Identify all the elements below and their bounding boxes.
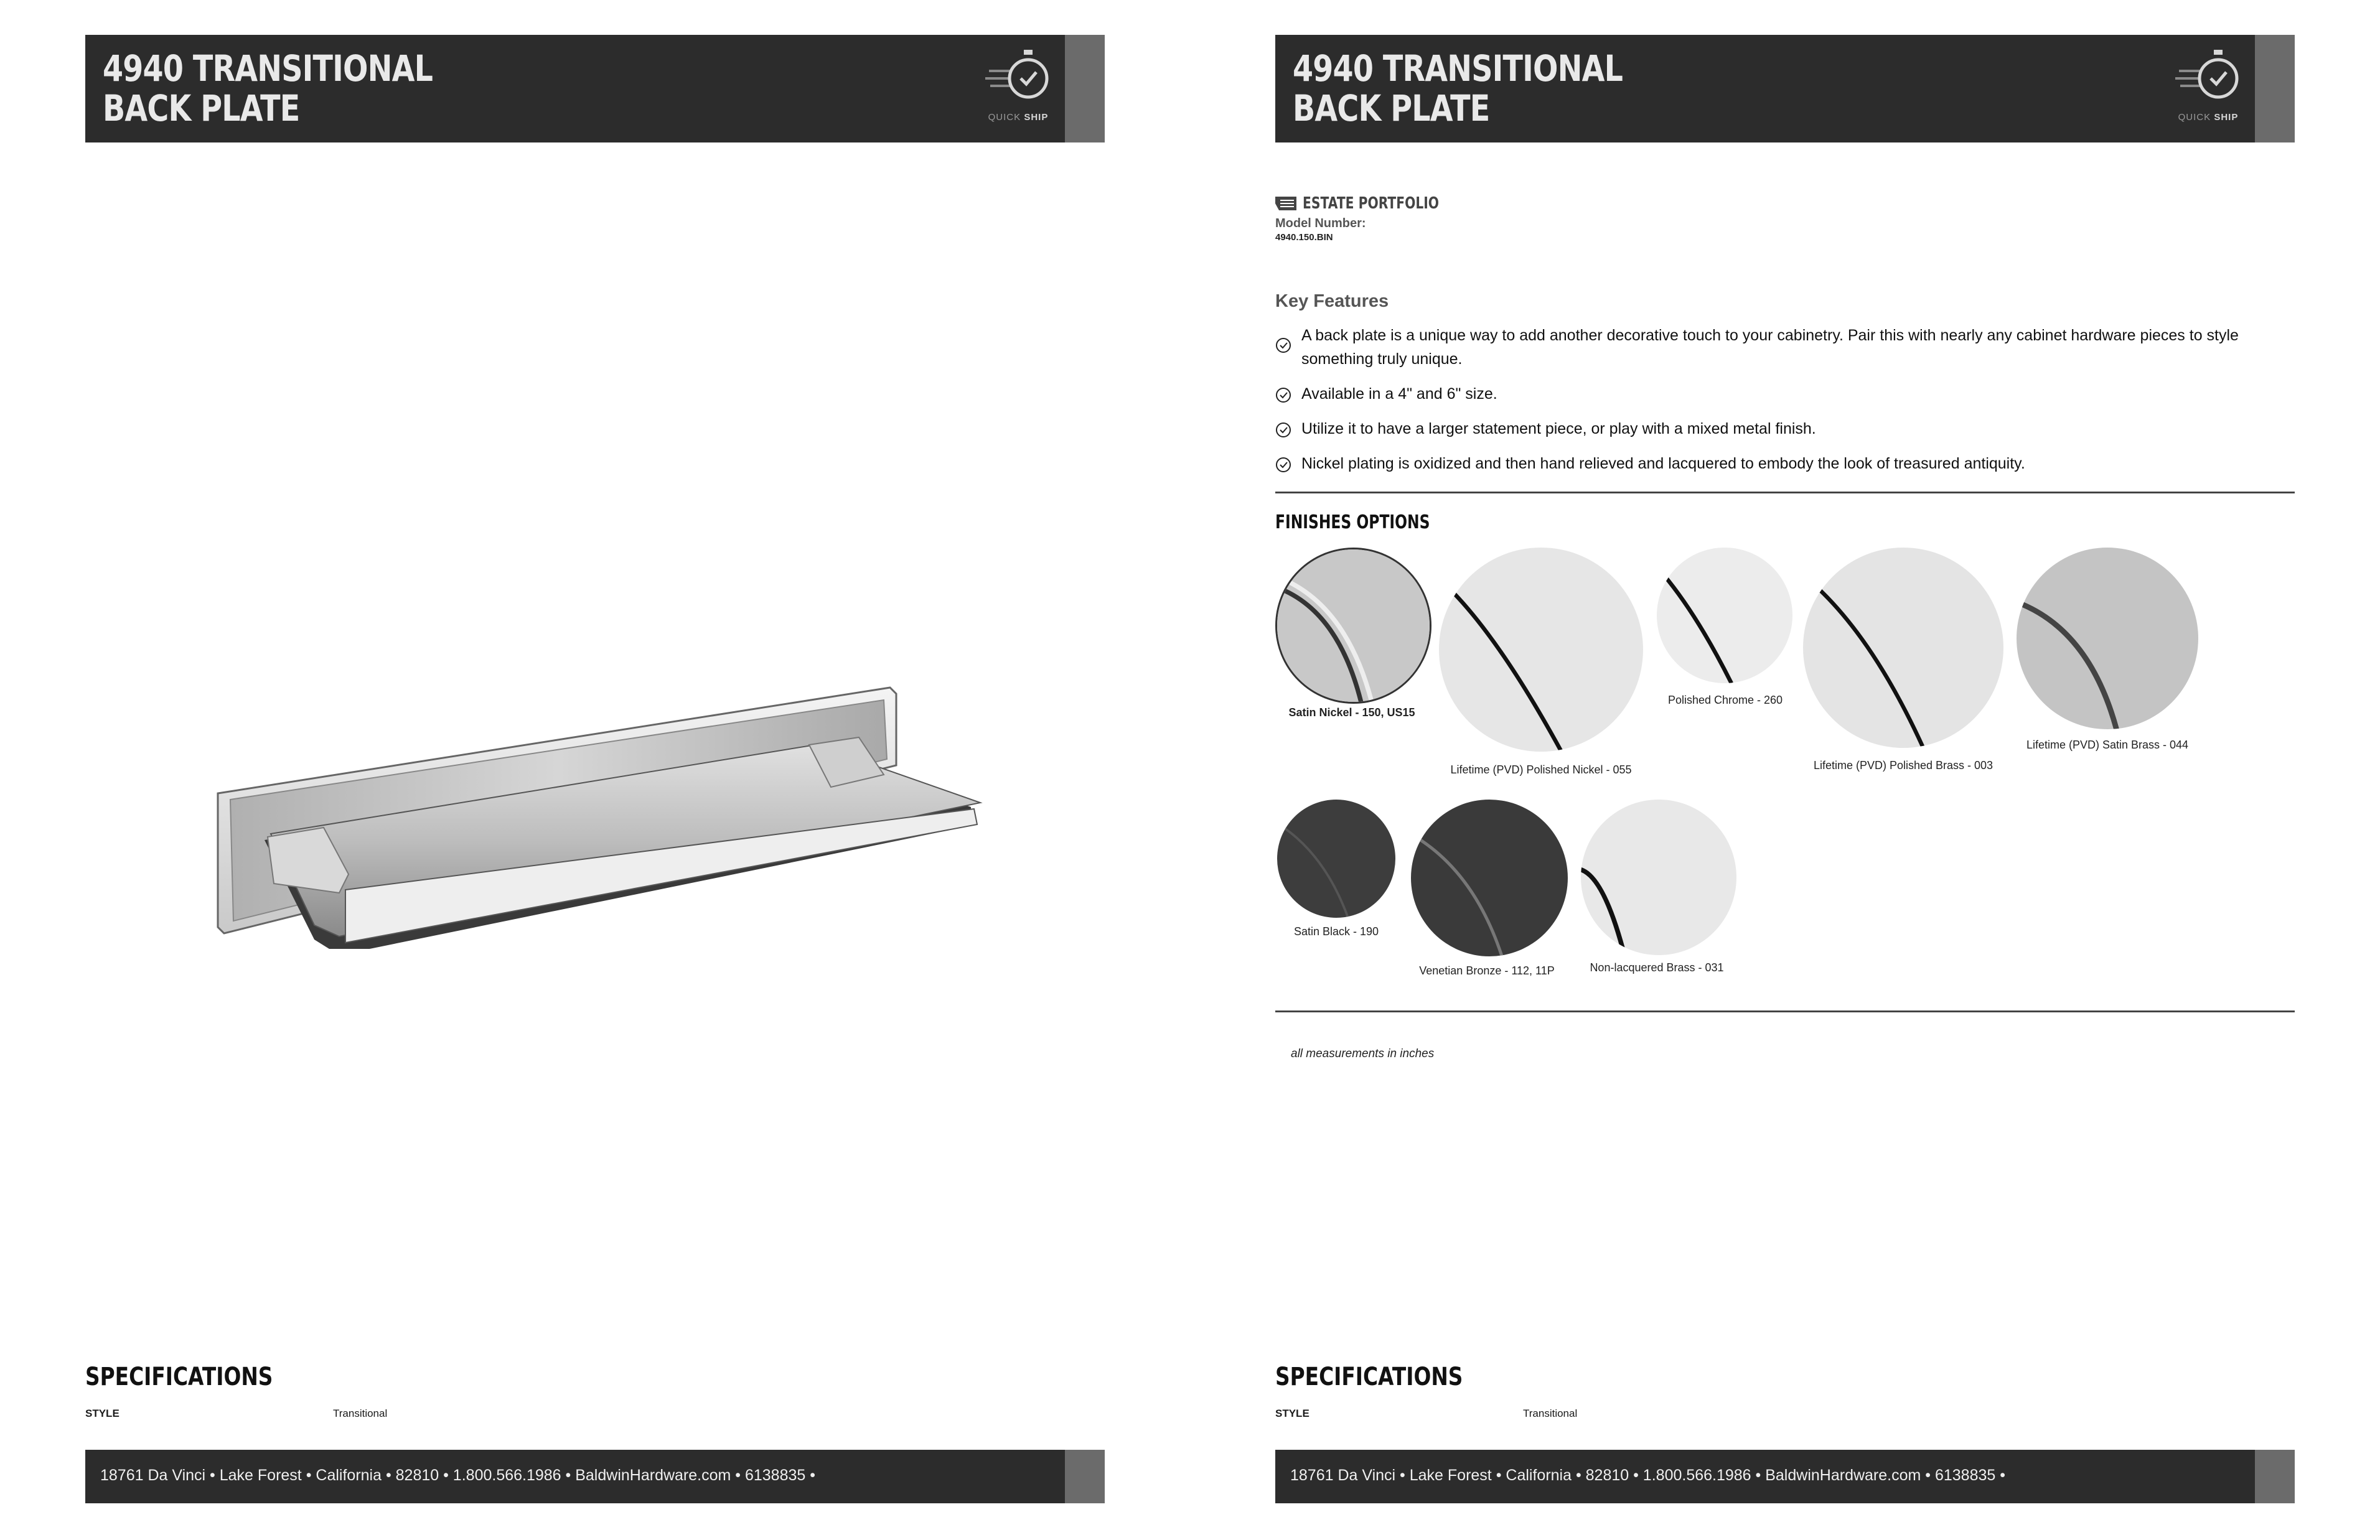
quick-ship-label: QUICK SHIP bbox=[2178, 112, 2239, 123]
swatch-polished-brass bbox=[1803, 548, 2003, 748]
title-line-2: BACK PLATE bbox=[1293, 87, 1490, 129]
spec-row bbox=[1275, 1407, 2295, 1426]
feature-text: Available in a 4" and 6" size. bbox=[1301, 385, 1497, 403]
spec-key: STYLE bbox=[1275, 1407, 1309, 1419]
product-title bbox=[1293, 49, 1623, 128]
quick-ship-label: QUICK SHIP bbox=[988, 112, 1049, 123]
feature-text: Nickel plating is oxidized and then hand relieved and lacquered to embody the look of treasured antiquity. bbox=[1301, 455, 2025, 472]
model-number-label: Model Number: bbox=[1275, 217, 1366, 230]
swatch-label: Venetian Bronze - 112, 11P bbox=[1419, 964, 1555, 977]
measurement-note: all measurements in inches bbox=[1291, 1047, 1435, 1060]
check-circle-icon bbox=[1275, 457, 1291, 473]
swatch-satin-brass bbox=[2017, 548, 2198, 729]
footer-contact-text: 18761 Da Vinci • Lake Forest • California • 82810 • 1.800.566.1986 • BaldwinHardware.com • 6138835 • bbox=[100, 1467, 815, 1484]
title-line-1: 4940 TRANSITIONAL bbox=[103, 47, 433, 90]
swatch-label: Lifetime (PVD) Polished Nickel - 055 bbox=[1450, 763, 1632, 776]
quick-ship-badge bbox=[984, 46, 1052, 123]
feature-text: Utilize it to have a larger statement piece, or play with a mixed metal finish. bbox=[1301, 420, 1816, 437]
portfolio-block bbox=[1275, 194, 1478, 243]
footer-accent-bar bbox=[2255, 1450, 2295, 1503]
feature-item bbox=[1275, 452, 2295, 475]
check-circle-icon bbox=[1275, 387, 1291, 403]
right-page bbox=[1190, 0, 2380, 1540]
swatch-venetian-bronze bbox=[1411, 800, 1568, 956]
check-circle-icon bbox=[1275, 337, 1291, 353]
quick-ship-badge bbox=[2174, 46, 2242, 123]
finishes-title: FINISHES OPTIONS bbox=[1275, 511, 1430, 533]
product-image bbox=[215, 675, 993, 949]
spec-value: Transitional bbox=[333, 1407, 388, 1419]
specifications-title: SPECIFICATIONS bbox=[85, 1363, 273, 1391]
swatch-label: Satin Black - 190 bbox=[1293, 925, 1379, 938]
feature-item bbox=[1275, 382, 2295, 406]
footer-accent-bar bbox=[1065, 1450, 1105, 1503]
model-number-value: 4940.150.BIN bbox=[1275, 232, 1333, 243]
page-header bbox=[85, 35, 1105, 142]
swatch-label: Lifetime (PVD) Polished Brass - 003 bbox=[1813, 759, 1993, 772]
swatch-polished-chrome bbox=[1657, 548, 1792, 683]
spec-value: Transitional bbox=[1523, 1407, 1578, 1419]
check-circle-icon bbox=[1275, 422, 1291, 438]
feature-item bbox=[1275, 417, 2295, 441]
stopwatch-icon bbox=[2174, 46, 2242, 108]
feature-text: A back plate is a unique way to add another decorative touch to your cabinetry. Pair this with nearly any cabinet hardware pieces to style something truly unique. bbox=[1301, 327, 2239, 368]
title-line-1: 4940 TRANSITIONAL bbox=[1293, 47, 1623, 90]
swatch-non-lacquered-brass bbox=[1581, 800, 1736, 955]
key-features-list bbox=[1275, 324, 2295, 487]
swatch-satin-black bbox=[1277, 800, 1395, 918]
swatch-label: Satin Nickel - 150, US15 bbox=[1288, 706, 1415, 719]
header-accent-bar bbox=[1065, 35, 1105, 142]
swatch-label: Non-lacquered Brass - 031 bbox=[1590, 961, 1724, 974]
swatch-polished-nickel bbox=[1439, 548, 1643, 752]
divider bbox=[1275, 492, 2295, 493]
specifications bbox=[85, 1363, 1105, 1426]
portfolio-flag-icon bbox=[1275, 197, 1296, 210]
title-line-2: BACK PLATE bbox=[103, 87, 300, 129]
header-accent-bar bbox=[2255, 35, 2295, 142]
key-features-title: Key Features bbox=[1275, 291, 1389, 311]
feature-item bbox=[1275, 324, 2295, 371]
page-footer bbox=[1275, 1450, 2295, 1503]
page-footer bbox=[85, 1450, 1105, 1503]
swatch-label: Lifetime (PVD) Satin Brass - 044 bbox=[2026, 739, 2189, 751]
divider bbox=[1275, 1010, 2295, 1012]
specifications bbox=[1275, 1363, 2295, 1426]
specifications-title: SPECIFICATIONS bbox=[1275, 1363, 1463, 1391]
spec-key: STYLE bbox=[85, 1407, 119, 1419]
footer-contact-text: 18761 Da Vinci • Lake Forest • California • 82810 • 1.800.566.1986 • BaldwinHardware.com • 6138835 • bbox=[1290, 1467, 2005, 1484]
stopwatch-icon bbox=[984, 46, 1052, 108]
spec-row bbox=[85, 1407, 1105, 1426]
product-title bbox=[103, 49, 433, 128]
portfolio-label: ESTATE PORTFOLIO bbox=[1303, 194, 1440, 213]
swatch-label: Polished Chrome - 260 bbox=[1667, 694, 1783, 706]
page-header bbox=[1275, 35, 2295, 142]
swatch-satin-nickel bbox=[1275, 548, 1431, 704]
